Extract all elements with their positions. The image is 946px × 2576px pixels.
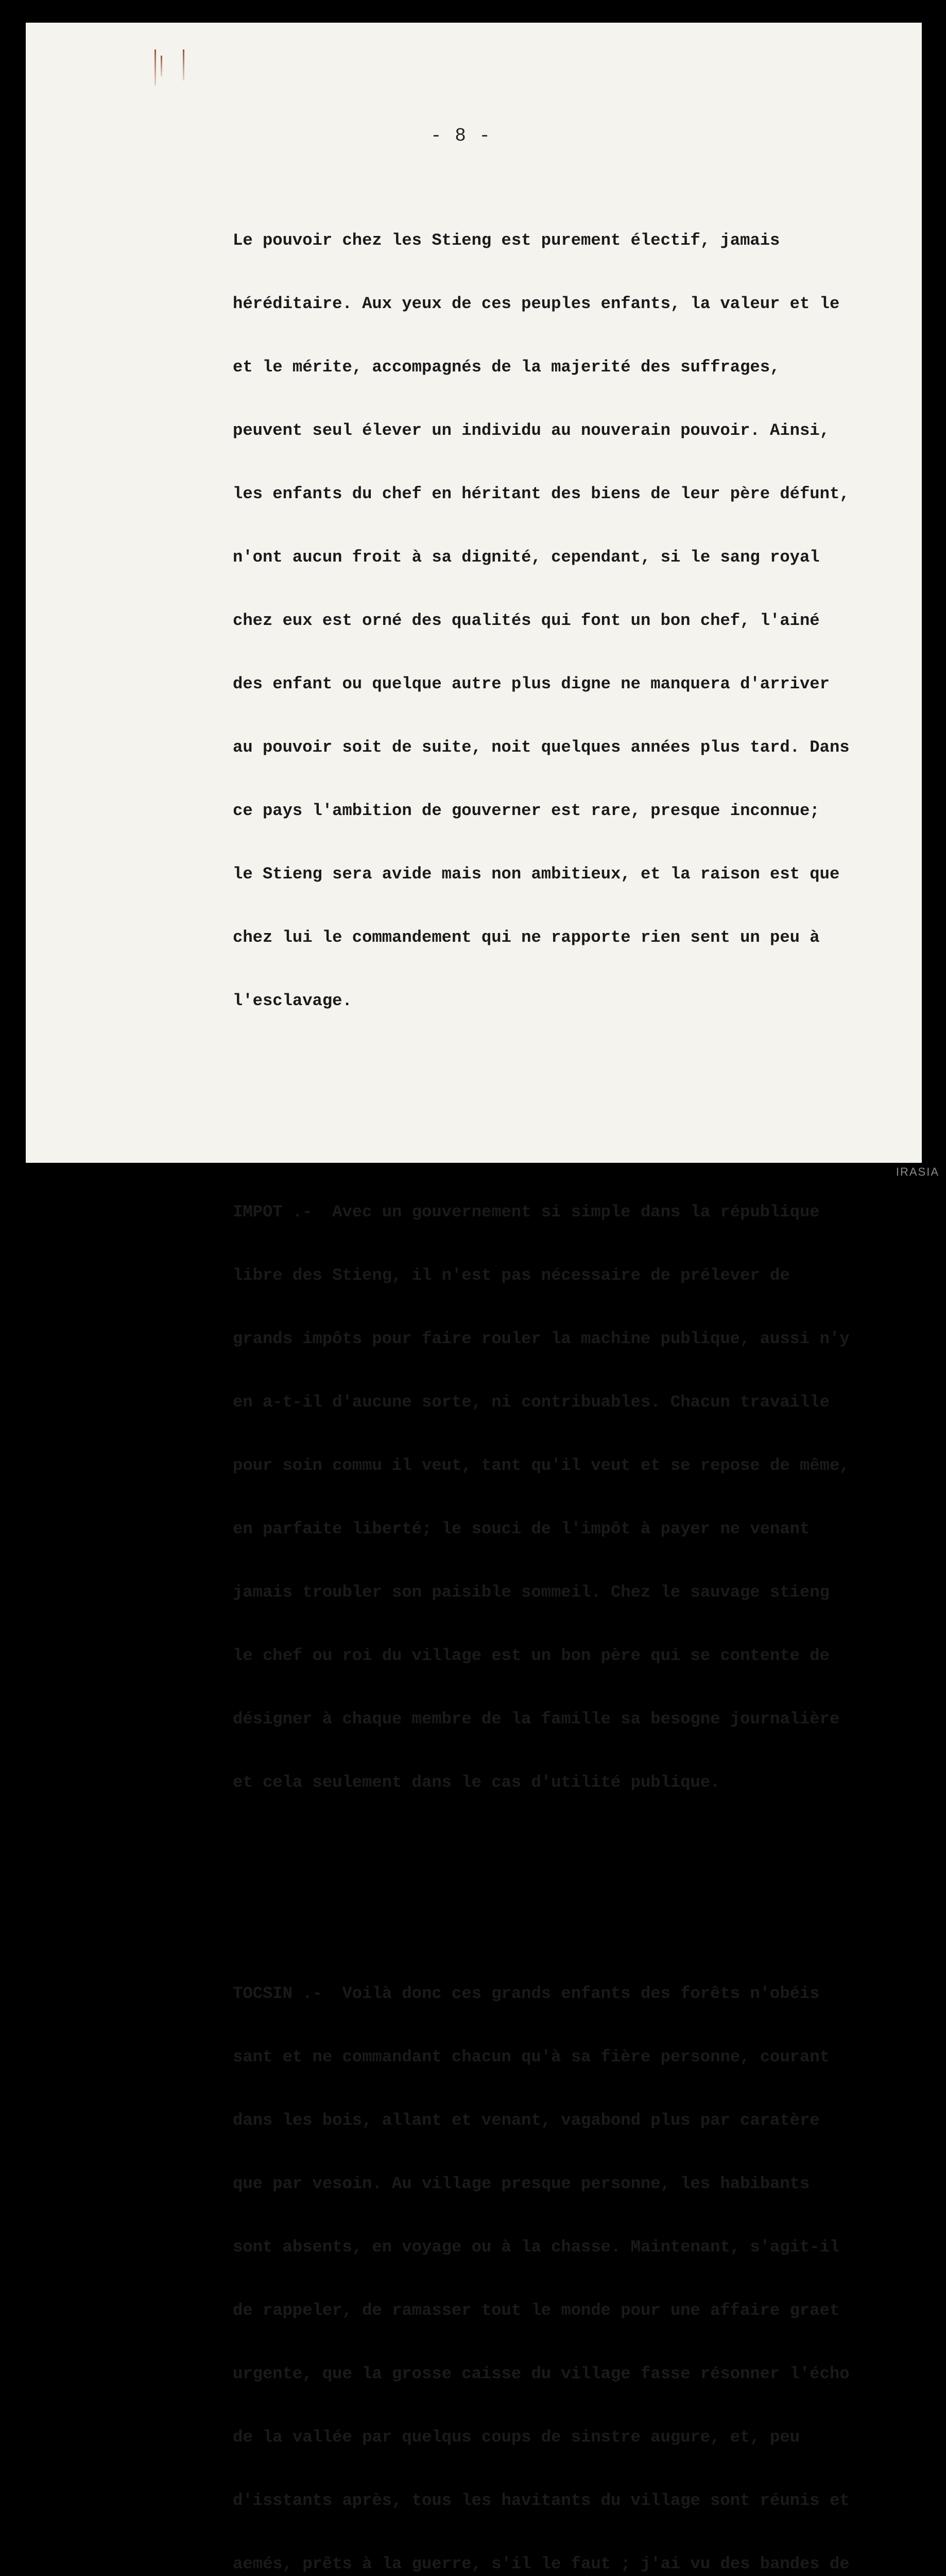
typed-text-body <box>233 145 923 2576</box>
paragraph-gap <box>233 1877 923 1899</box>
text-line: pour soin commu il veut, tant qu'il veut et se repose de même, <box>233 1456 850 1475</box>
text-line: urgente, que la grosse caisse du village fasse résonner l'écho <box>233 2364 850 2383</box>
text-line: et cela seulement dans le cas d'utilité publique. <box>233 1773 720 1792</box>
text-line: jamais troubler son paisible sommeil. Chez le sauvage stieng <box>233 1583 830 1602</box>
text-line: au pouvoir soit de suite, noit quelques années plus tard. Dans <box>233 738 850 757</box>
text-line: TOCSIN .- Voilà donc ces grands enfants des forêts n'obéis <box>233 1984 820 2003</box>
text-line: n'ont aucun froit à sa dignité, cependant, si le sang royal <box>233 548 820 567</box>
text-line: dans les bois, allant et venant, vagabond plus par caratère <box>233 2111 820 2130</box>
paragraph-pouvoir <box>233 188 923 1054</box>
text-line: grands impôts pour faire rouler la machine publique, aussi n'y <box>233 1329 850 1348</box>
text-line: et le mérite, accompagnés de la majerité des suffrages, <box>233 358 780 377</box>
red-margin-mark <box>154 49 156 86</box>
text-line: le chef ou roi du village est un bon père qui se contente de <box>233 1646 830 1665</box>
text-line: chez eux est orné des qualités qui font un bon chef, l'ainé <box>233 611 820 630</box>
text-line: Le pouvoir chez les Stieng est purement électif, jamais <box>233 231 780 250</box>
text-line: les enfants du chef en héritant des biens de leur père défunt, <box>233 484 850 503</box>
text-line: héréditaire. Aux yeux de ces peuples enfants, la valeur et le <box>233 294 840 313</box>
paragraph-impot <box>233 1159 923 1835</box>
page-number: - 8 - <box>431 125 492 146</box>
text-line: d'isstants après, tous les havitants du village sont réunis et <box>233 2491 850 2510</box>
text-line: sont absents, en voyage ou à la chasse. Maintenant, s'agit-il <box>233 2238 840 2257</box>
text-line: en parfaite liberté; le souci de l'impôt à payer ne venant <box>233 1519 810 1538</box>
text-line: de la vallée par quelqus coups de sinstre augure, et, peu <box>233 2428 800 2447</box>
text-line: des enfant ou quelque autre plus digne ne manquera d'arriver <box>233 674 830 693</box>
paragraph-gap <box>233 1096 923 1117</box>
text-line: libre des Stieng, il n'est pas nécessaire de prélever de <box>233 1266 790 1285</box>
watermark: IRASIA <box>896 1165 939 1178</box>
text-line: sant et ne commandant chacun qu'à sa fière personne, courant <box>233 2047 830 2066</box>
text-line: aemés, prêts à la guerre, s'il le faut ; j'ai vu des bandes de <box>233 2554 850 2573</box>
text-line: de rappeler, de ramasser tout le monde pour une affaire graet <box>233 2301 840 2320</box>
text-line: peuvent seul élever un individu au nouverain pouvoir. Ainsi, <box>233 421 830 440</box>
red-margin-mark <box>161 56 162 76</box>
text-line: que par vesoin. Au village presque personne, les habibants <box>233 2174 810 2193</box>
text-line: l'esclavage. <box>233 991 352 1010</box>
text-line: ce pays l'ambition de gouverner est rare, presque inconnue; <box>233 801 820 820</box>
text-line: chez lui le commandement qui ne rapporte rien sent un peu à <box>233 928 820 947</box>
paragraph-tocsin <box>233 1941 923 2576</box>
text-line: IMPOT .- Avec un gouvernement si simple dans la république <box>233 1202 820 1222</box>
text-line: le Stieng sera avide mais non ambitieux, et la raison est que <box>233 865 840 884</box>
red-margin-mark <box>183 49 184 80</box>
text-line: désigner à chaque membre de la famille sa besogne journalière <box>233 1709 840 1728</box>
text-line: en a-t-il d'aucune sorte, ni contribuables. Chacun travaille <box>233 1393 830 1412</box>
